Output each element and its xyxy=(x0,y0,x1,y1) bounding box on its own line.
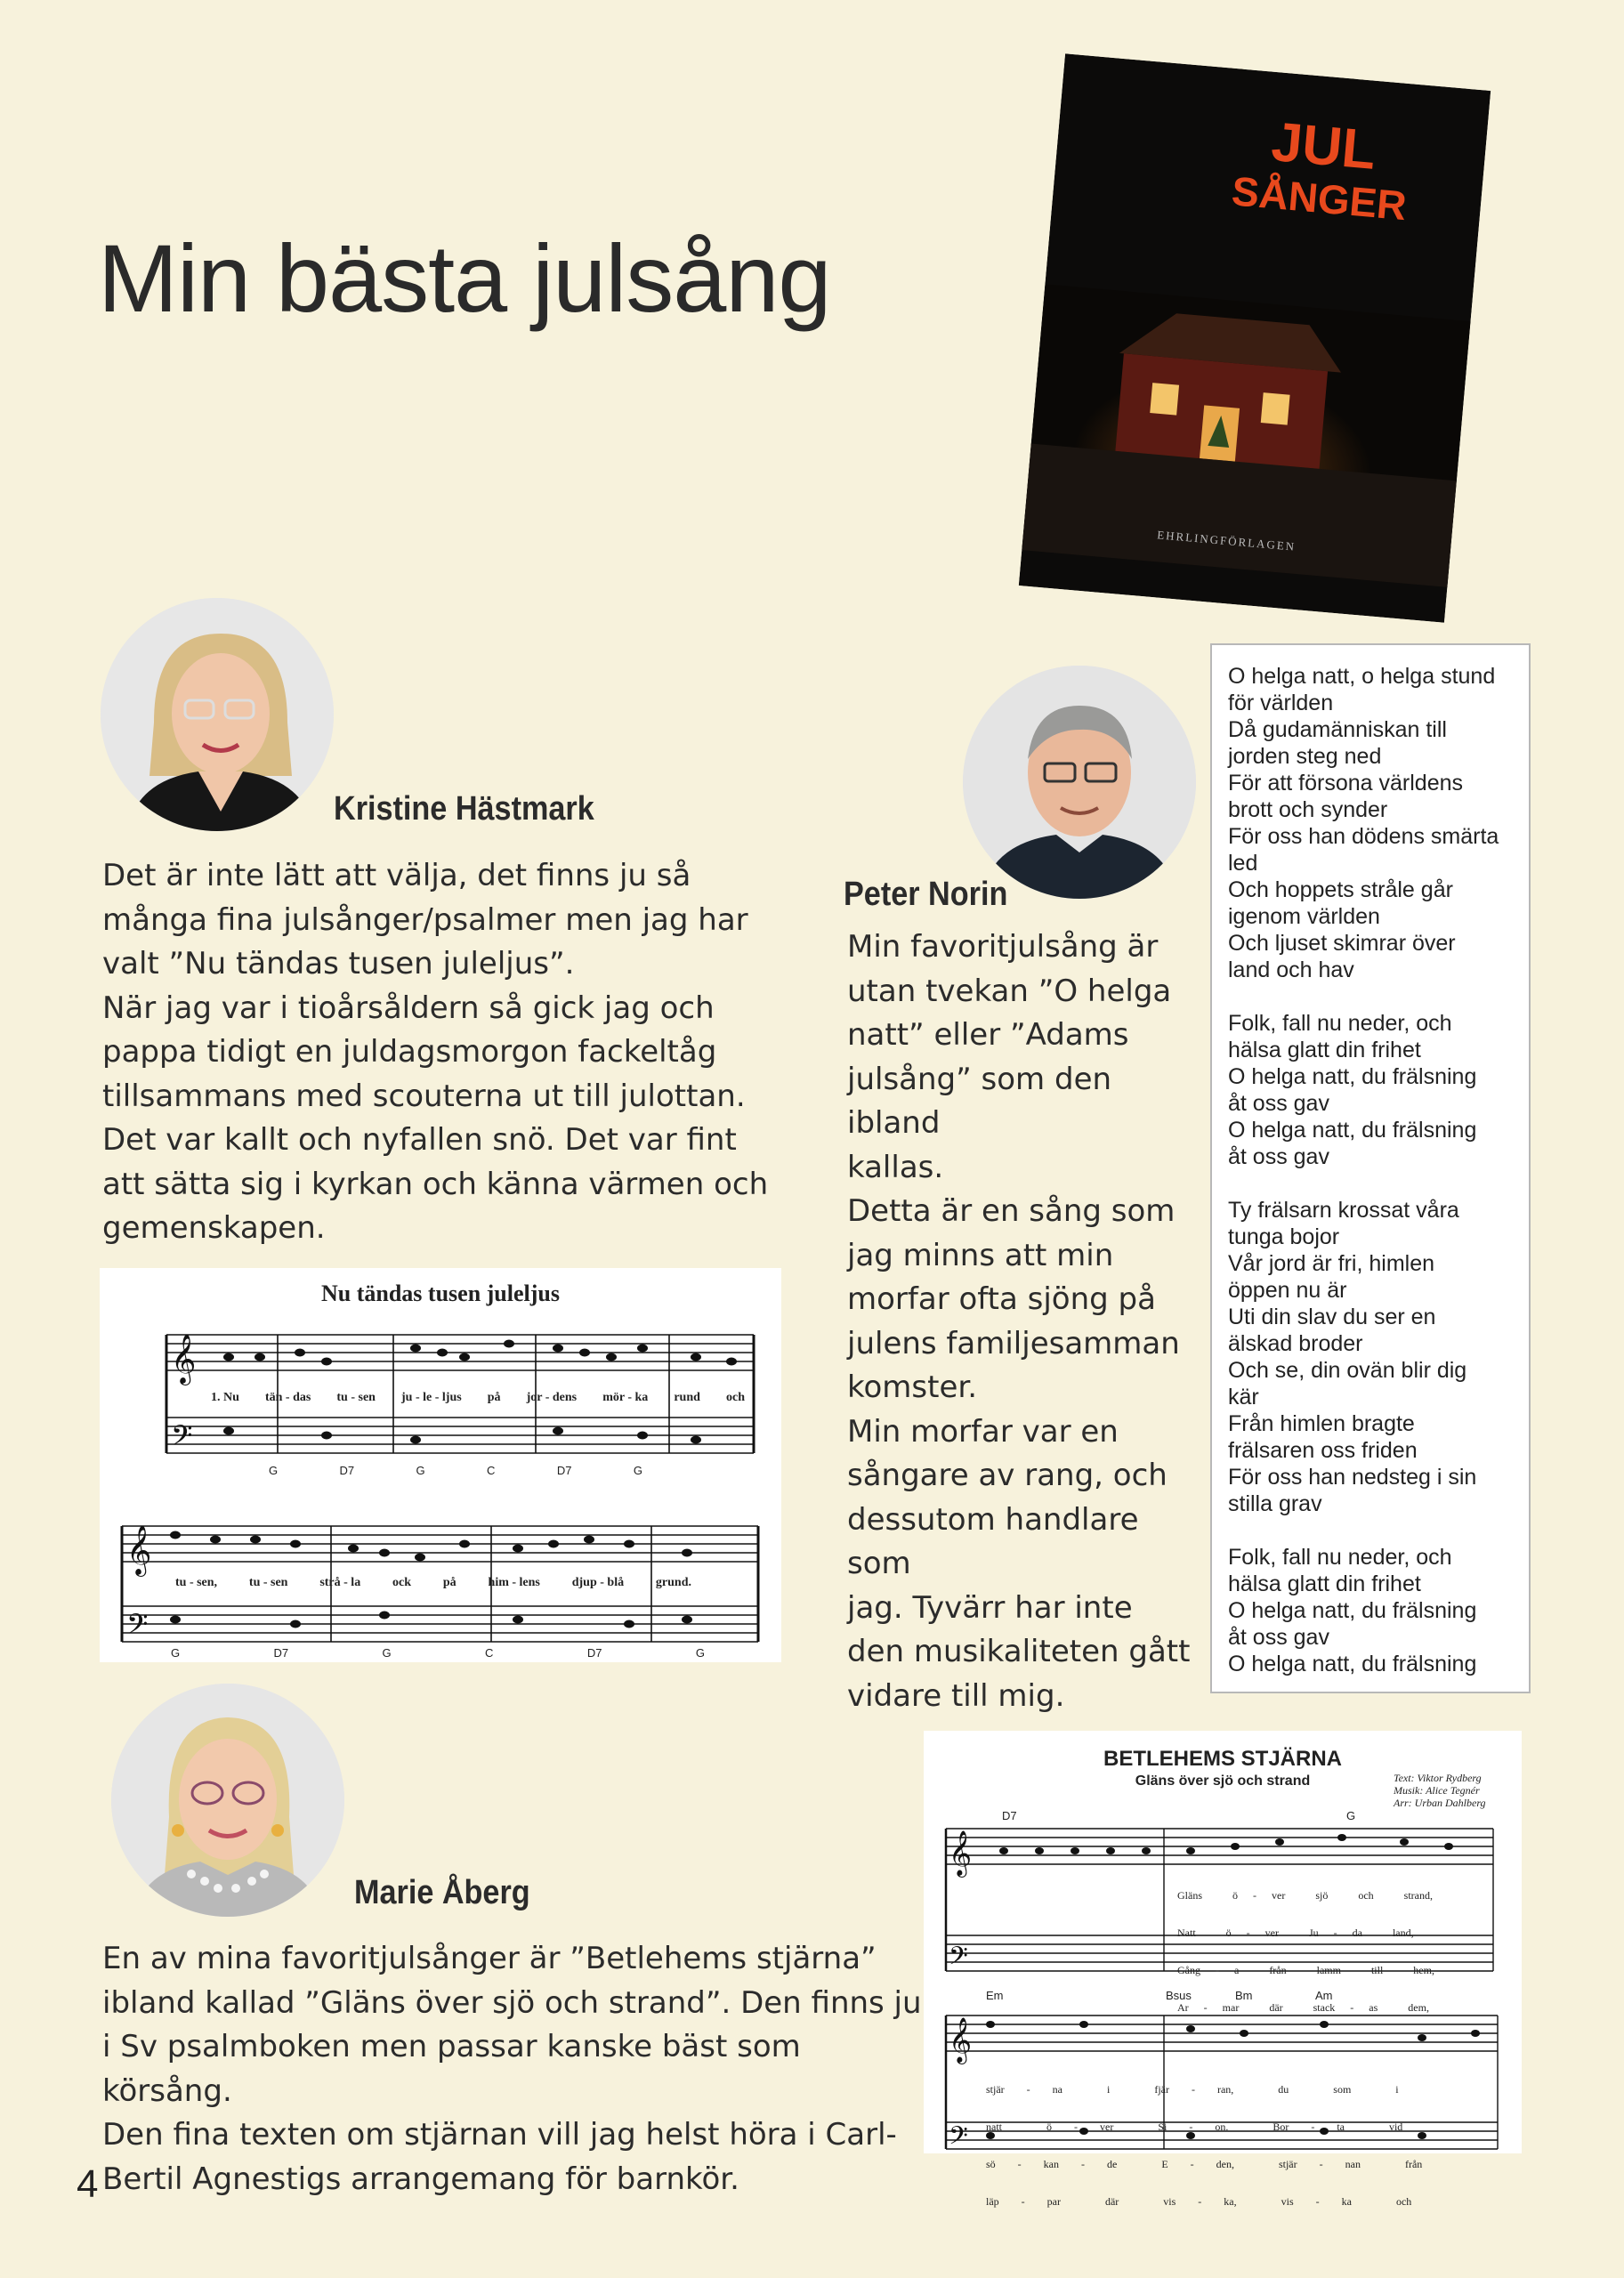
author-name-kristine: Kristine Hästmark xyxy=(334,790,594,828)
score-lyrics-line1: 1. Nu tän - das tu - sen ju - le - ljus på jor - dens mör - ka rund och xyxy=(211,1391,745,1404)
score-title: BETLEHEMS STJÄRNA xyxy=(1103,1747,1343,1771)
score-nu-tandas xyxy=(100,1268,781,1662)
score-chord-bottom: Bm xyxy=(1235,1989,1253,2002)
author-name-peter: Peter Norin xyxy=(844,876,1008,913)
poem-stanza: Folk, fall nu neder, och hälsa glatt din frihet O helga natt, du frälsning åt oss gav O helga natt, du frälsning åt oss gav xyxy=(1228,1011,1477,1169)
page-title: Min bästa julsång xyxy=(98,224,831,332)
peter-text: Min favoritjulsång är utan tvekan ”O helga natt” eller ”Adams julsång” som den ibland kallas. Detta är en sång som jag minns att min morfar ofta sjöng på julens familjesamman komster. Min morfar var en sångare av rang, och dessutom handlare som jag. Tyvärr har inte den musikaliteten gått vidare till mig. xyxy=(847,929,1191,1714)
avatar-kristine xyxy=(101,598,334,831)
poem-stanza: O helga natt, o helga stund för världen Då gudamänniskan till jorden steg ned För att försona världens brott och synder För oss han dödens smärta led Och hoppets stråle går igenom världen Och ljuset skimrar över land och hav xyxy=(1228,664,1499,982)
score-lyrics-bottom: stjär - na i fjär - ran, du som i natt ö - ver Si - on. Bor - ta vid sö - kan - de E - den, stjär - nan från läp - par där vis - ka, vis - ka och xyxy=(986,2083,1423,2208)
poem-stanza: Folk, fall nu neder, och hälsa glatt din frihet O helga natt, du frälsning åt oss gav O helga natt, du frälsning xyxy=(1228,1545,1477,1676)
score-lyrics-line2: tu - sen, tu - sen strå - la ock på him - lens djup - blå grund. xyxy=(175,1576,691,1589)
svg-text:𝄞: 𝄞 xyxy=(126,1525,152,1575)
score-lyrics-top: Gläns ö - ver sjö och strand, Natt ö - ver Ju - da land, Gång - a från lamm till hem, Ar - mar där stack - as dem, xyxy=(1177,1889,1434,2014)
poem-o-helga-natt xyxy=(1210,643,1531,1693)
svg-text:𝄢: 𝄢 xyxy=(171,1419,193,1458)
book-cover-publisher: EHRLINGFÖRLAGEN xyxy=(1156,528,1297,553)
svg-text:𝄞: 𝄞 xyxy=(949,1830,973,1876)
score-title: Nu tändas tusen juleljus xyxy=(320,1280,560,1306)
score-chords-line1: G D7 G C D7 G xyxy=(269,1464,642,1477)
author-name-marie: Marie Åberg xyxy=(354,1874,530,1911)
svg-text:𝄞: 𝄞 xyxy=(171,1334,197,1384)
score-chord-bottom: Em xyxy=(986,1989,1004,2002)
score-credits: Text: Viktor Rydberg Musik: Alice Tegnér Arr: Urban Dahlberg xyxy=(1394,1772,1486,1809)
score-chord-top: D7 xyxy=(1002,1809,1017,1822)
kristine-text: Det är inte lätt att välja, det finns ju så många fina julsånger/psalmer men jag har valt ”Nu tändas tusen juleljus”. När jag var i tioårsåldern så gick jag och pappa tidigt en juldagsmorgon fackeltåg tillsammans med scouterna ut till julottan. Det var kallt och nyfallen snö. Det var fint att sätta sig i kyrkan och känna värmen och gemenskapen. xyxy=(102,858,769,1246)
score-chord-top: G xyxy=(1346,1809,1356,1822)
avatar-marie xyxy=(111,1684,344,1917)
svg-text:𝄢: 𝄢 xyxy=(126,1608,149,1647)
svg-text:𝄢: 𝄢 xyxy=(949,2121,968,2153)
avatar-peter xyxy=(963,666,1196,899)
score-betlehems-stjarna xyxy=(924,1731,1522,2208)
score-chord-bottom: Am xyxy=(1315,1989,1333,2002)
poem-stanza: Ty frälsarn krossat våra tunga bojor Vår jord är fri, himlen öppen nu är Uti din slav du ser en älskad broder Och se, din ovän blir dig kär Från himlen bragte frälsaren oss friden För oss han nedsteg i sin stilla grav xyxy=(1228,1198,1477,1516)
page-number: 4 xyxy=(77,2162,99,2206)
book-cover xyxy=(1019,53,1491,623)
score-chord-bottom: Bsus xyxy=(1166,1989,1192,2002)
score-subtitle: Gläns över sjö och strand xyxy=(1135,1773,1311,1789)
svg-text:𝄢: 𝄢 xyxy=(949,1942,968,1977)
svg-text:𝄞: 𝄞 xyxy=(949,2017,973,2063)
book-cover-title: JUL SÅNGER xyxy=(1230,110,1409,230)
marie-text: En av mina favoritjulsånger är ”Betlehems stjärna” ibland kallad ”Gläns över sjö och strand”. Den finns ju i Sv psalmboken men passar kanske bäst som körsång. Den fina texten om stjärnan vill jag helst höra i Carl- Bertil Agnestigs arrangemang för barnkör. xyxy=(102,1941,922,2197)
score-chords-line2: G D7 G C D7 G xyxy=(171,1646,705,1660)
